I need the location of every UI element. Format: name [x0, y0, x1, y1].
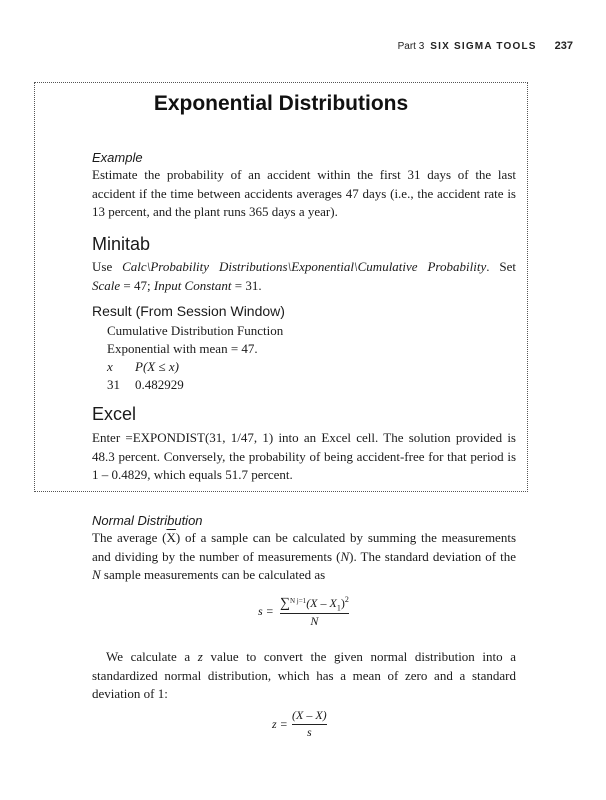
minitab-heading: Minitab — [92, 234, 151, 254]
normal-p1-a: The average ( — [92, 530, 167, 545]
normal-paragraph-1 — [92, 529, 516, 585]
minitab-input-val: = 31. — [234, 277, 262, 293]
header-section: SIX SIGMA TOOLS — [430, 41, 537, 52]
minitab-scale-val: = 47; — [123, 277, 151, 293]
minitab-path-prob: Probability Distributions\Exponential\ — [150, 259, 358, 274]
result-col-x: x — [107, 359, 113, 374]
minitab-path-calc: Calc\ — [122, 259, 151, 274]
normal-p2-z: z — [197, 649, 203, 664]
normal-p1-n: N — [340, 548, 350, 564]
result-table-row — [107, 376, 184, 394]
formula2-lhs: z = — [272, 717, 288, 731]
result-table-header — [107, 358, 179, 376]
formula1-den: N — [280, 613, 349, 629]
normal-p1-n2: N — [92, 567, 101, 582]
result-col-p: P(X ≤ x) — [135, 359, 179, 374]
formula1-sup: 2 — [344, 595, 349, 604]
formula1-sub: 1 — [336, 603, 341, 613]
minitab-set: . Set — [486, 259, 517, 274]
minitab-use: Use — [92, 259, 113, 274]
normal-p2-a: We calculate a — [106, 649, 191, 664]
normal-label: Normal Distribution — [92, 513, 203, 528]
formula1-sigma: ∑ — [280, 596, 290, 611]
running-header — [398, 40, 573, 52]
result-line-2: Exponential with mean = 47. — [107, 341, 258, 356]
header-part: Part 3 — [397, 41, 425, 52]
result-line-1: Cumulative Distribution Function — [107, 323, 284, 338]
formula1-limits: N j=1 — [289, 597, 307, 605]
result-row-x: 31 — [107, 377, 120, 392]
normal-paragraph-2 — [92, 648, 516, 704]
excel-text: Enter =EXPONDIST(31, 1/47, 1) into an Excel cell. The solution provided is 48.3 percent. Conversely, the probability of being accident-free for that period is 1 – 0.4829, which equals 51.7 percent. — [92, 430, 516, 482]
formula2-den: s — [292, 724, 327, 740]
example-label: Example — [92, 150, 143, 165]
minitab-input-label: Input Constant — [153, 277, 232, 293]
page-title: Exponential Distributions — [153, 92, 409, 115]
minitab-path-cum: Cumulative Probability — [357, 259, 487, 274]
formula1-num: (X – X — [306, 596, 337, 610]
excel-heading: Excel — [92, 404, 137, 424]
result-heading: Result (From Session Window) — [92, 303, 285, 319]
formula2-num: (X – X) — [292, 708, 327, 722]
minitab-scale-label: Scale — [92, 277, 121, 293]
xbar-symbol: $\overline{X}$ — [166, 530, 176, 545]
normal-p2-b: value to convert the given normal distribution into a standardized normal distribution, which has a mean of zero and a standard deviation of 1: — [92, 649, 517, 701]
normal-p1-d: sample measurements can be calculated as — [103, 567, 326, 582]
result-row-p: 0.482929 — [135, 377, 184, 392]
normal-p1-b: ) of a sample can be calculated by summing the measurements and dividing by the number of measurements ( — [92, 530, 516, 564]
formula1-lhs: s = — [258, 604, 274, 618]
example-text: Estimate the probability of an accident within the first 31 days of the last accident if the time between accidents averages 47 days (i.e., the accident rate is 13 percent, and the plant runs 365 days a year). — [92, 167, 516, 219]
normal-p1-c: ). The standard deviation of the — [349, 548, 516, 564]
minitab-text — [92, 258, 516, 295]
page-number: 237 — [554, 40, 573, 52]
